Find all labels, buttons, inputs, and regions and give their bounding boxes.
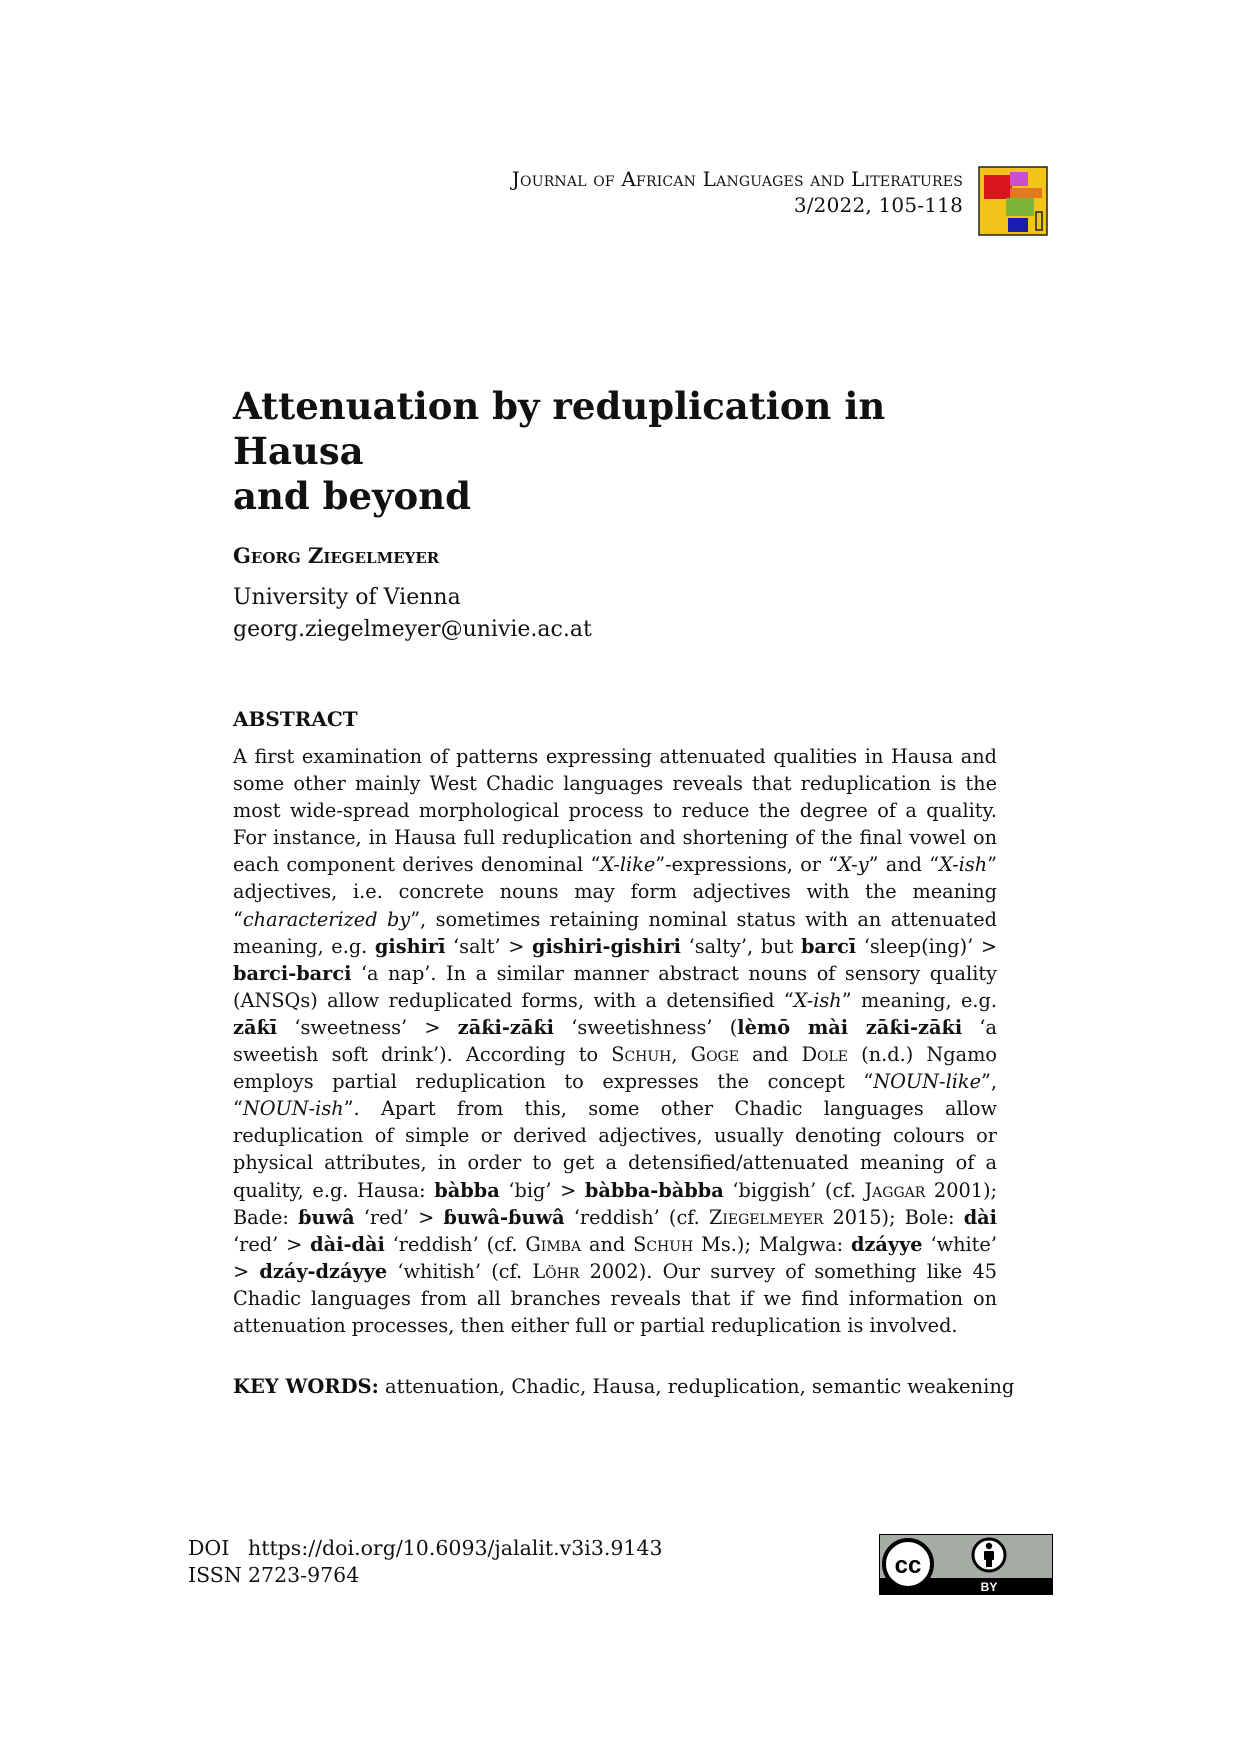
journal-logo xyxy=(978,166,1048,236)
author-name: Georg Ziegelmeyer xyxy=(233,543,440,568)
abstract-heading: ABSTRACT xyxy=(233,707,358,731)
title-line-2: and beyond xyxy=(233,474,471,518)
journal-issue: 3/2022, 105-118 xyxy=(793,193,963,217)
journal-header xyxy=(512,166,963,218)
doi-link[interactable]: https://doi.org/10.6093/jalalit.v3i3.9143 xyxy=(248,1536,663,1560)
article-title xyxy=(233,384,993,519)
cc-icon xyxy=(884,1540,932,1588)
attribution-icon xyxy=(973,1539,1005,1571)
issn-value: 2723-9764 xyxy=(248,1563,360,1587)
keywords-label: KEY WORDS: xyxy=(233,1375,379,1398)
author-email[interactable]: georg.ziegelmeyer@univie.ac.at xyxy=(233,617,592,642)
journal-name: Journal of African Languages and Literatures xyxy=(511,167,963,191)
abstract-body: A first examination of patterns expressing attenuated qualities in Hausa and some other mainly West Chadic languages reveals that reduplication is the most wide-spread morphological process to reduce the degree of a quality. For instance, in Hausa full reduplication and shortening of the final vowel on each component derives denominal “X-like”-expressions, or “X-y” and “X-ish” adjectives, i.e. concrete nouns may form adjectives with the meaning “characterized by”, sometimes retaining nominal status with an attenuated meaning, e.g. gishirī ‘salt’ > gishiri-gishiri ‘salty’, but barcī ‘sleep(ing)’ > barci-barci ‘a nap’. In a similar manner abstract nouns of sensory quality (ANSQs) allow reduplicated forms, with a detensified “X-ish” meaning, e.g. zāƙī ‘sweetness’ > zāƙi-zāƙi ‘sweetishness’ (lèmō mài zāƙi-zāƙi ‘a sweetish soft drink’). According to Schuh, Goge and Dole (n.d.) Ngamo employs partial reduplication to expresses the concept “NOUN-like”, “NOUN-ish”. Apart from this, some other Chadic languages allow reduplication of simple or derived adjectives, usually denoting colours or physical attributes, in order to get a detensified/attenuated meaning of a quality, e.g. Hausa: bàbba ‘big’ > bàbba-bàbba ‘biggish’ (cf. Jaggar 2001); Bade: ɓuwâ ‘red’ > ɓuwâ-ɓuwâ ‘reddish’ (cf. Ziegelmeyer 2015); Bole: dài ‘red’ > dài-dài ‘reddish’ (cf. Gimba and Schuh Ms.); Malgwa: dzáyye ‘white’ > dzáy-dzáyye ‘whitish’ (cf. Löhr 2002). Our survey of something like 45 Chadic languages from all branches reveals that if we find information on attenuation processes, then either full or partial reduplication is involved. xyxy=(233,745,998,1337)
author-affiliation: University of Vienna xyxy=(233,585,461,610)
keywords xyxy=(233,1375,1014,1398)
doi-label: DOI xyxy=(188,1536,230,1560)
author-info xyxy=(233,582,592,646)
cc-by-license-badge[interactable] xyxy=(879,1534,1053,1595)
title-line-1: Attenuation by reduplication in Hausa xyxy=(233,384,886,473)
issn-label: ISSN xyxy=(188,1563,242,1587)
license-label: BY xyxy=(980,1580,998,1594)
keywords-list: attenuation, Chadic, Hausa, reduplication, semantic weakening xyxy=(378,1375,1015,1398)
svg-text:cc: cc xyxy=(894,1552,922,1579)
publication-ids xyxy=(188,1535,663,1589)
